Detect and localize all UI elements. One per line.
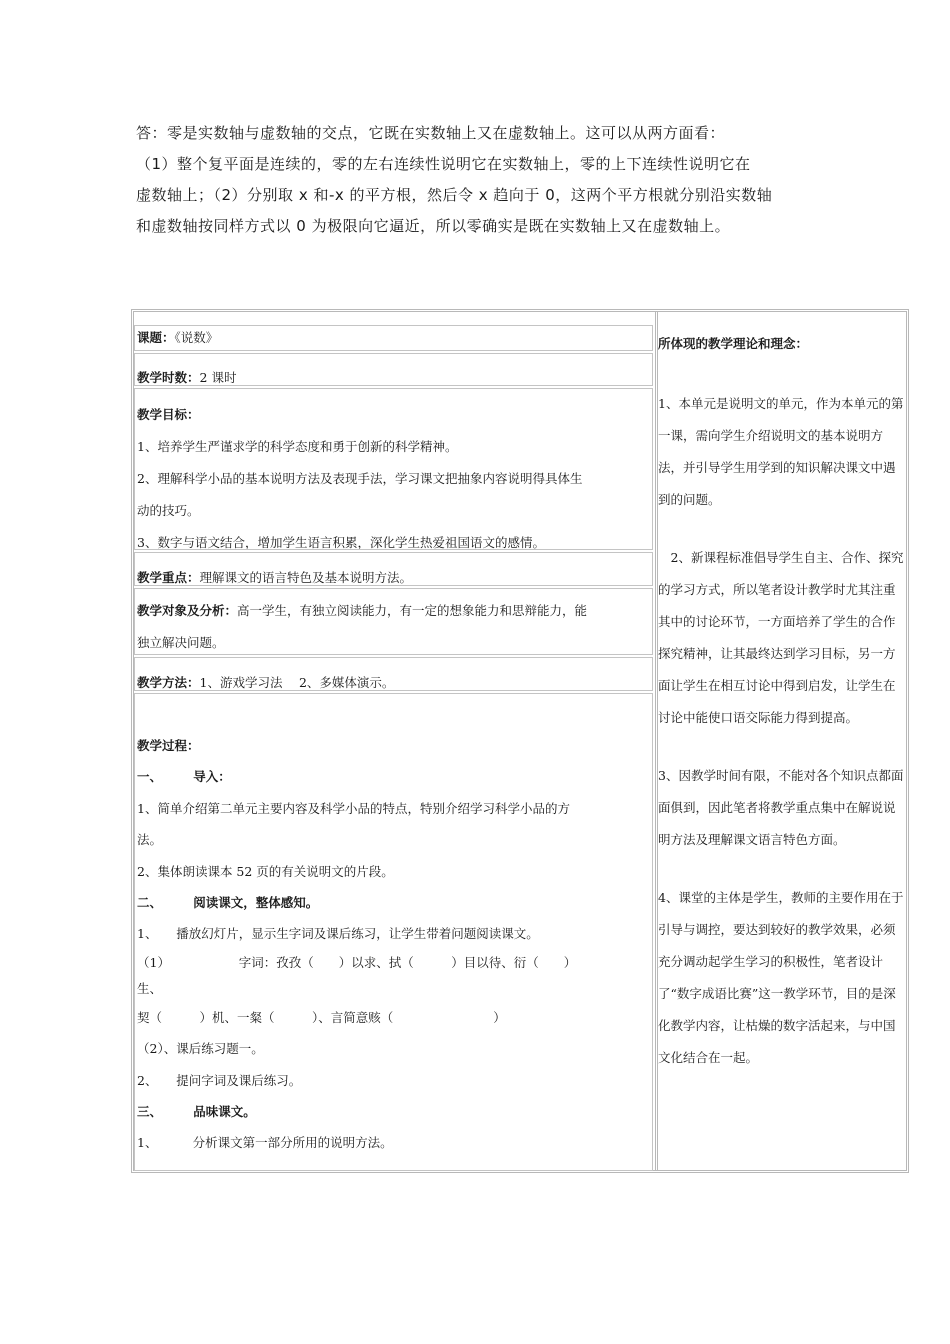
process-row: [134, 693, 653, 1171]
process-item: 2、 提问字词及课后练习。: [137, 1072, 302, 1088]
method-value: 1、游戏学习法 2、多媒体演示。: [199, 675, 395, 690]
theory-paragraph: 2、新课程标准倡导学生自主、合作、探究的学习方式，所以笔者设计教学时尤其注重其中的讨论环节，一方面培养了学生的合作探究精神，让其最终达到学习目标，另一方面让学生在相互讨论中得到启发，让学生在讨论中能使口语交际能力得到提高。: [658, 550, 904, 725]
object-value-cont: 独立解决问题。: [137, 635, 225, 650]
goal-item: 2、理解科学小品的基本说明方法及表现手法，学习课文把抽象内容说明得具体生: [137, 471, 583, 486]
intro-line: 虚数轴上；（2）分别取 x 和-x 的平方根，然后令 x 趋向于 0，这两个平方根就分别沿实数轴: [136, 186, 773, 204]
intro-line: 和虚数轴按同样方式以 0 为极限向它逼近，所以零确实是既在实数轴上又在虚数轴上。: [136, 217, 731, 235]
process-item: 1、简单介绍第二单元主要内容及科学小品的特点，特别介绍学习科学小品的方: [137, 800, 570, 816]
section-heading: 三、 品味课文。: [137, 1104, 256, 1120]
section-heading: 二、 阅读课文，整体感知。: [137, 895, 319, 911]
process-label: 教学过程：: [137, 738, 200, 753]
process-item: 1、 分析课文第一部分所用的说明方法。: [137, 1135, 393, 1151]
hours-value: 2 课时: [199, 370, 237, 385]
process-item: （2）、课后练习题一。: [137, 1041, 264, 1057]
process-item: 2、集体朗读课本 52 页的有关说明文的片段。: [137, 863, 394, 879]
theory-paragraph: 4、课堂的主体是学生，教师的主要作用在于引导与调控，要达到较好的教学效果，必须充分调动起学生学习的积极性，笔者设计了“数字成语比赛”这一教学环节，目的是深化教学内容，让枯燥的数字活起来，与中国文化结合在一起。: [658, 890, 904, 1065]
goal-item: 1、培养学生严谨求学的科学态度和勇于创新的科学精神。: [137, 439, 458, 454]
method-label: 教学方法：: [137, 675, 200, 690]
goals-label: 教学目标：: [137, 407, 200, 422]
hours-label: 教学时数：: [137, 370, 200, 385]
process-item: 生、: [137, 980, 163, 996]
intro-line: （1）整个复平面是连续的，零的左右连续性说明它在实数轴上，零的上下连续性说明它在: [136, 155, 751, 173]
goal-item: 3、数字与语文结合，增加学生语言积累，深化学生热爱祖国语文的感情。: [137, 535, 545, 550]
method-row: [134, 657, 653, 691]
process-item: 契（ ）机、一粲（ ）、言简意赅（ ）: [137, 1009, 506, 1025]
theory-heading: 所体现的教学理论和理念：: [658, 336, 809, 351]
process-item: 1、 播放幻灯片，显示生字词及课后练习，让学生带着问题阅读课文。: [137, 926, 539, 942]
process-item: 法。: [137, 832, 163, 848]
title-row: [134, 325, 653, 351]
key-row: [134, 552, 653, 586]
object-label: 教学对象及分析：: [137, 603, 238, 618]
lesson-plan-table: [131, 309, 909, 1173]
intro-answer: [136, 118, 826, 242]
theory-column: [655, 312, 908, 1170]
theory-paragraph: 1、本单元是说明文的单元，作为本单元的第一课，需向学生介绍说明文的基本说明方法，并引导学生用学到的知识解决课文中遇到的问题。: [658, 396, 904, 507]
key-value: 理解课文的语言特色及基本说明方法。: [199, 570, 413, 585]
object-value: 高一学生，有独立阅读能力，有一定的想象能力和思辩能力，能: [237, 603, 588, 618]
goals-row: [134, 388, 653, 550]
process-item: （1） 字词：孜孜（ ）以求、拭（ ）目以待、衍（ ）: [137, 954, 577, 970]
title-label: 课题：: [137, 330, 175, 345]
theory-paragraph: 3、因教学时间有限，不能对各个知识点都面面俱到，因此笔者将教学重点集中在解说说明方法及理解课文语言特色方面。: [658, 768, 904, 847]
intro-line: 答：零是实数轴与虚数轴的交点，它既在实数轴上又在虚数轴上。这可以从两方面看：: [136, 124, 726, 142]
title-value: 《说数》: [174, 330, 219, 345]
section-heading: 一、 导入：: [137, 769, 231, 785]
object-row: [134, 588, 653, 655]
hours-row: [134, 353, 653, 386]
goal-item: 动的技巧。: [137, 503, 200, 518]
key-label: 教学重点：: [137, 570, 200, 585]
lesson-plan-left-column: [134, 312, 654, 1170]
